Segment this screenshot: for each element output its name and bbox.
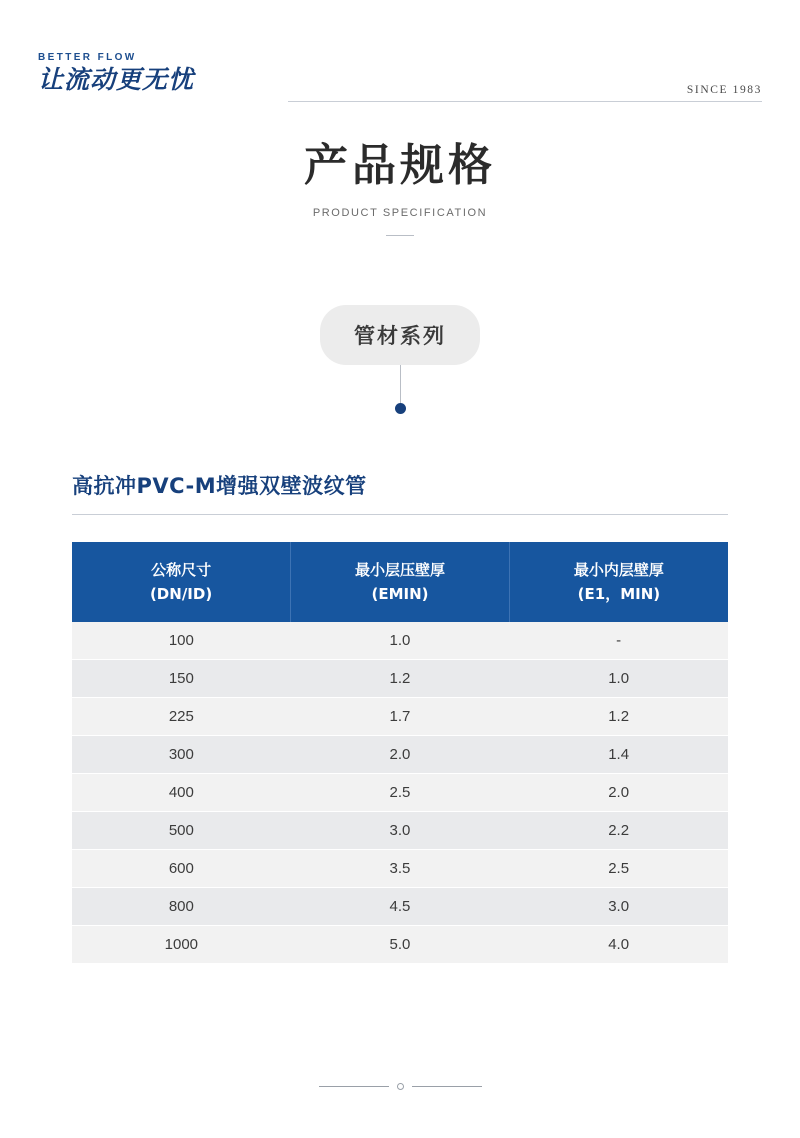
column-header-min-laminate-thickness [291, 542, 510, 622]
column-header-line2: (EMIN) [371, 585, 429, 603]
table-row [72, 926, 728, 964]
table-row [72, 812, 728, 850]
cell-min-laminate: 3.5 [291, 850, 510, 888]
cell-nominal-size: 600 [72, 850, 291, 888]
cell-min-laminate: 1.7 [291, 698, 510, 736]
cell-min-laminate: 2.5 [291, 774, 510, 812]
column-header-line2: (E1，MIN) [577, 585, 661, 603]
page-subtitle: PRODUCT SPECIFICATION [312, 206, 488, 219]
cell-min-inner: 1.2 [509, 698, 728, 736]
series-badge-group [0, 305, 800, 414]
cell-min-laminate: 5.0 [291, 926, 510, 964]
footer-ornament [0, 1083, 800, 1090]
cell-nominal-size: 500 [72, 812, 291, 850]
section-divider [72, 514, 728, 515]
badge-connector-line [400, 365, 401, 403]
table-row [72, 850, 728, 888]
cell-min-laminate: 3.0 [291, 812, 510, 850]
column-header-nominal-size [72, 542, 291, 622]
column-header-min-inner-thickness [509, 542, 728, 622]
cell-min-inner: 3.0 [509, 888, 728, 926]
cell-nominal-size: 225 [72, 698, 291, 736]
page-header [38, 52, 762, 110]
cell-min-inner: 4.0 [509, 926, 728, 964]
spec-section [72, 470, 728, 964]
table-row [72, 622, 728, 660]
section-title: 高抗冲PVC-M增强双壁波纹管 [72, 474, 367, 498]
table-row [72, 888, 728, 926]
footer-line-right [412, 1086, 482, 1087]
cell-nominal-size: 400 [72, 774, 291, 812]
footer-line-left [319, 1086, 389, 1087]
title-divider [386, 235, 414, 236]
cell-nominal-size: 1000 [72, 926, 291, 964]
cell-min-inner: 1.4 [509, 736, 728, 774]
cell-min-laminate: 1.2 [291, 660, 510, 698]
page-title: 产品规格 [304, 140, 496, 191]
spec-table-body [72, 622, 728, 964]
table-row [72, 660, 728, 698]
series-badge: 管材系列 [320, 305, 480, 365]
table-row [72, 698, 728, 736]
table-row [72, 774, 728, 812]
spec-table-head [72, 542, 728, 622]
brand-english-name: BETTER FLOW [38, 52, 137, 63]
cell-nominal-size: 300 [72, 736, 291, 774]
cell-nominal-size: 150 [72, 660, 291, 698]
cell-min-laminate: 1.0 [291, 622, 510, 660]
badge-connector-dot [395, 403, 406, 414]
column-header-line1: 最小内层壁厚 [573, 561, 664, 579]
cell-min-inner: 2.2 [509, 812, 728, 850]
brand-logo [38, 52, 194, 92]
column-header-line1: 最小层压壁厚 [354, 561, 445, 579]
cell-nominal-size: 100 [72, 622, 291, 660]
cell-min-laminate: 2.0 [291, 736, 510, 774]
column-header-line2: (DN/ID) [149, 585, 213, 603]
cell-min-laminate: 4.5 [291, 888, 510, 926]
spec-table [72, 542, 728, 964]
table-row [72, 736, 728, 774]
title-block [0, 140, 800, 236]
column-header-line1: 公称尺寸 [151, 561, 212, 579]
header-divider [288, 101, 762, 102]
table-header-row [72, 542, 728, 622]
cell-nominal-size: 800 [72, 888, 291, 926]
footer-circle-icon [397, 1083, 404, 1090]
cell-min-inner: 1.0 [509, 660, 728, 698]
cell-min-inner: 2.5 [509, 850, 728, 888]
brand-chinese-name: 让流动更无忧 [38, 65, 195, 94]
cell-min-inner: 2.0 [509, 774, 728, 812]
cell-min-inner: - [509, 622, 728, 660]
since-label: SINCE 1983 [686, 84, 762, 96]
